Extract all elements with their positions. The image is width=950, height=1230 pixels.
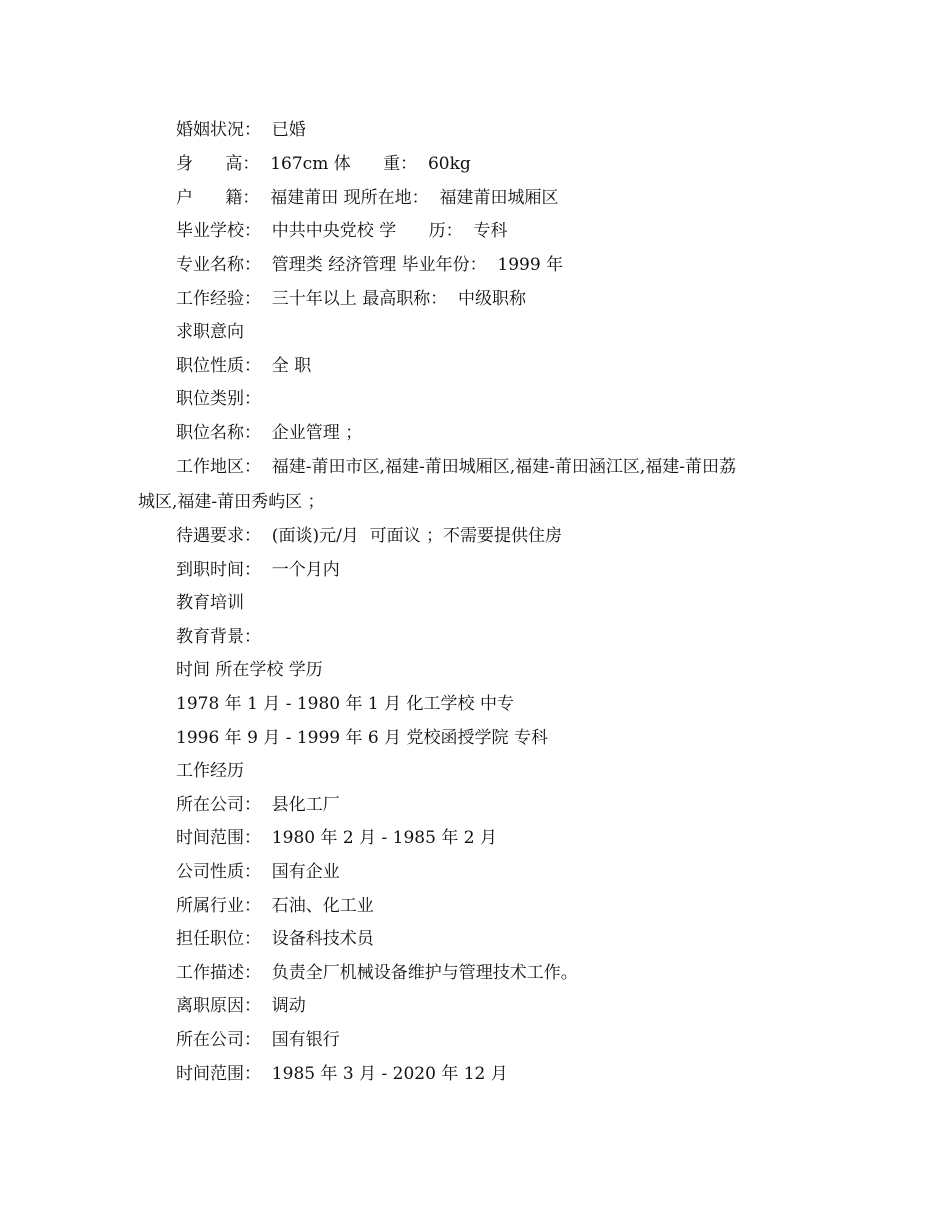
industry-line: 所属行业： 石油、化工业: [176, 896, 374, 916]
time-range-line-1: 时间范围： 1980 年 2 月 - 1985 年 2 月: [176, 828, 497, 848]
job-nature-line: 职位性质： 全 职: [176, 356, 312, 376]
education-entry-2: 1996 年 9 月 - 1999 年 6 月 党校函授学院 专科: [176, 728, 548, 748]
work-area-continuation: 城区,福建-莆田秀屿区 ；: [138, 492, 325, 512]
education-header-line: 时间 所在学校 学历: [176, 660, 323, 680]
time-range-line-2: 时间范围： 1985 年 3 月 - 2020 年 12 月: [176, 1064, 508, 1084]
job-name-line: 职位名称： 企业管理 ；: [176, 423, 363, 443]
section-job-intention: 求职意向: [176, 322, 244, 342]
education-entry-1: 1978 年 1 月 - 1980 年 1 月 化工学校 中专: [176, 694, 514, 714]
household-location-line: 户 籍： 福建莆田 现所在地： 福建莆田城厢区: [176, 188, 559, 208]
job-description-line: 工作描述： 负责全厂机械设备维护与管理技术工作。: [176, 963, 578, 983]
section-education-training: 教育培训: [176, 593, 244, 613]
start-time-line: 到职时间： 一个月内: [176, 560, 340, 580]
experience-title-line: 工作经验： 三十年以上 最高职称： 中级职称: [176, 289, 527, 309]
school-education-line: 毕业学校： 中共中央党校 学 历： 专科: [176, 221, 508, 241]
major-graduation-line: 专业名称： 管理类 经济管理 毕业年份： 1999 年: [176, 255, 564, 275]
job-category-line: 职位类别：: [176, 389, 261, 409]
education-background-label: 教育背景：: [176, 627, 261, 647]
company-line-1: 所在公司： 县化工厂: [176, 795, 340, 815]
position-held-line: 担任职位： 设备科技术员: [176, 929, 374, 949]
height-weight-line: 身 高： 167cm 体 重： 60kg: [176, 154, 471, 174]
company-line-2: 所在公司： 国有银行: [176, 1030, 340, 1050]
section-work-history: 工作经历: [176, 761, 244, 781]
leaving-reason-line: 离职原因： 调动: [176, 996, 306, 1016]
marital-status-line: 婚姻状况： 已婚: [176, 120, 306, 140]
salary-requirement-line: 待遇要求： (面谈)元/月 可面议 ；不需要提供住房: [176, 526, 563, 546]
company-nature-line: 公司性质： 国有企业: [176, 862, 340, 882]
work-area-line: 工作地区： 福建-莆田市区,福建-莆田城厢区,福建-莆田涵江区,福建-莆田荔: [176, 457, 736, 477]
